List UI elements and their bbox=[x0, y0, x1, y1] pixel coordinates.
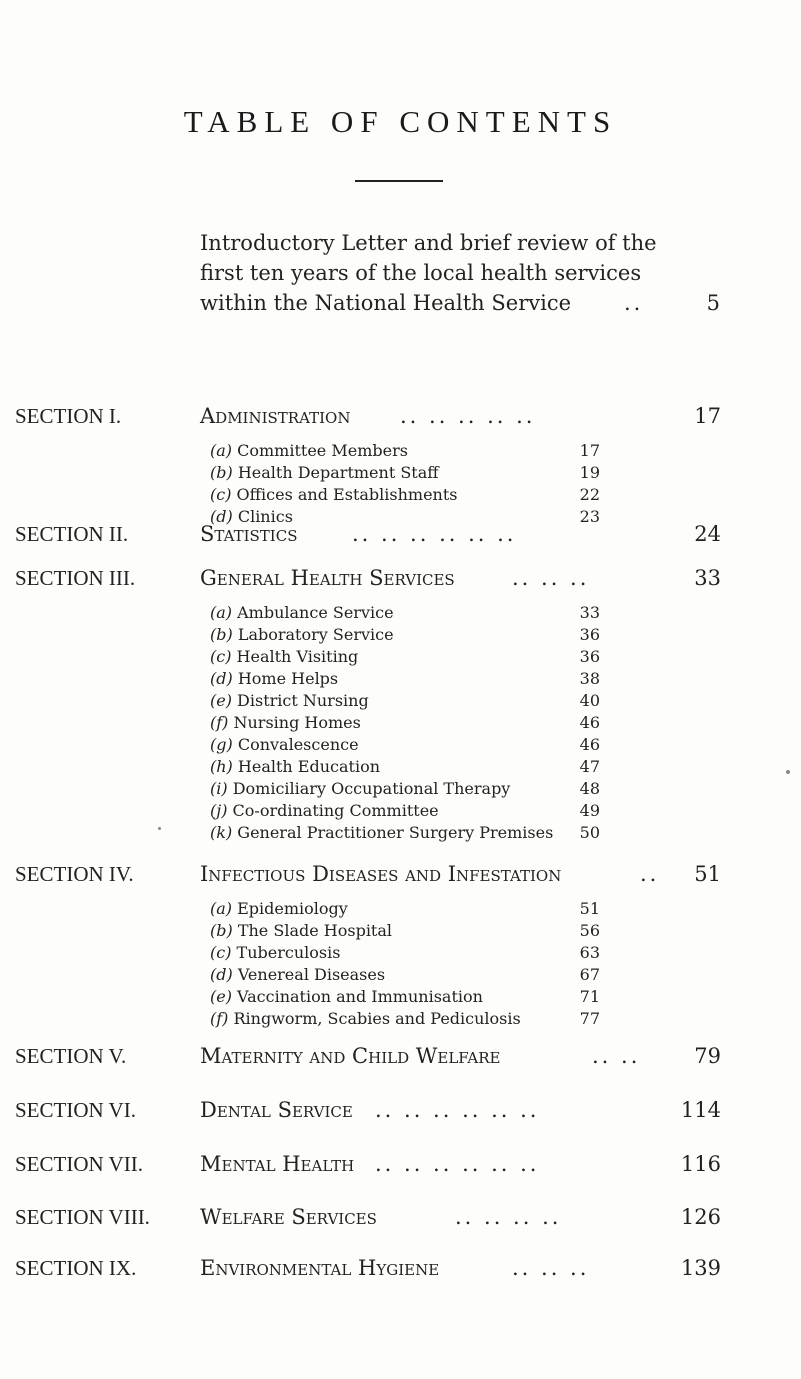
sub-page: 23 bbox=[579, 507, 600, 526]
sub-page: 56 bbox=[579, 921, 600, 940]
section-label: SECTION VII. bbox=[15, 1152, 143, 1176]
section-label: SECTION IV. bbox=[15, 862, 134, 886]
intro-entry[interactable] bbox=[200, 228, 720, 318]
intro-line-3-text: within the National Health Service bbox=[200, 291, 572, 315]
section-page: 116 bbox=[680, 1152, 721, 1176]
sub-letter: (e) bbox=[210, 691, 232, 710]
sub-letter: (i) bbox=[210, 779, 228, 798]
sub-entry[interactable] bbox=[210, 484, 600, 506]
sub-page: 46 bbox=[579, 713, 600, 732]
sub-letter: (a) bbox=[210, 441, 233, 460]
sub-title: Offices and Establishments bbox=[236, 485, 458, 504]
sub-entry[interactable] bbox=[210, 646, 600, 668]
sub-letter: (k) bbox=[210, 823, 233, 842]
sub-title: Health Department Staff bbox=[237, 463, 439, 482]
sub-page: 33 bbox=[579, 603, 600, 622]
sub-title: Ringworm, Scabies and Pediculosis bbox=[233, 1009, 521, 1028]
sub-page: 63 bbox=[579, 943, 600, 962]
leader-dots: .. .. .. bbox=[512, 1256, 590, 1280]
sub-page: 49 bbox=[579, 801, 600, 820]
section-title: Welfare Services bbox=[200, 1205, 377, 1229]
title-rule bbox=[355, 180, 443, 182]
sub-entry[interactable] bbox=[210, 898, 600, 920]
section-page: 17 bbox=[694, 404, 721, 428]
section-title: Statistics bbox=[200, 522, 298, 546]
sub-letter: (b) bbox=[210, 921, 233, 940]
sub-letter: (b) bbox=[210, 625, 233, 644]
section-label: SECTION VI. bbox=[15, 1098, 136, 1122]
sub-page: 47 bbox=[579, 757, 600, 776]
sub-letter: (d) bbox=[210, 507, 233, 526]
sub-entry[interactable] bbox=[210, 734, 600, 756]
sub-title: Health Visiting bbox=[236, 647, 359, 666]
sub-title: Health Education bbox=[237, 757, 380, 776]
sub-entry[interactable] bbox=[210, 1008, 600, 1030]
sub-page: 40 bbox=[579, 691, 600, 710]
leader-dots: .. bbox=[640, 862, 660, 886]
leader-dots: .. .. bbox=[592, 1044, 641, 1068]
sub-entry[interactable] bbox=[210, 690, 600, 712]
section-title: Environmental Hygiene bbox=[200, 1256, 440, 1280]
section-title: Infectious Diseases and Infestation bbox=[200, 862, 562, 886]
sub-letter: (j) bbox=[210, 801, 228, 820]
section-page: 126 bbox=[680, 1205, 721, 1229]
sub-entry[interactable] bbox=[210, 800, 600, 822]
section-label: SECTION IX. bbox=[15, 1256, 137, 1280]
sub-page: 67 bbox=[579, 965, 600, 984]
section-label: SECTION VIII. bbox=[15, 1205, 150, 1229]
sub-page: 71 bbox=[579, 987, 600, 1006]
sub-entry[interactable] bbox=[210, 778, 600, 800]
sub-title: Tuberculosis bbox=[236, 943, 341, 962]
sub-title: District Nursing bbox=[237, 691, 369, 710]
sub-entry[interactable] bbox=[210, 462, 600, 484]
leader-dots: .. .. .. .. .. .. bbox=[375, 1152, 540, 1176]
leader-dots: .. .. .. .. .. .. bbox=[375, 1098, 540, 1122]
sub-letter: (a) bbox=[210, 603, 233, 622]
sub-page: 50 bbox=[579, 823, 600, 842]
section-title: Administration bbox=[200, 404, 351, 428]
sub-page: 38 bbox=[579, 669, 600, 688]
sub-entry[interactable] bbox=[210, 668, 600, 690]
section-page: 139 bbox=[680, 1256, 721, 1280]
sub-title: Clinics bbox=[237, 507, 293, 526]
sub-title: Home Helps bbox=[237, 669, 339, 688]
section-title: General Health Services bbox=[200, 566, 455, 590]
sub-page: 51 bbox=[579, 899, 600, 918]
section-label: SECTION V. bbox=[15, 1044, 127, 1068]
sub-entry[interactable] bbox=[210, 756, 600, 778]
sub-letter: (c) bbox=[210, 943, 232, 962]
sub-entry[interactable] bbox=[210, 942, 600, 964]
section-page: 114 bbox=[680, 1098, 721, 1122]
sub-title: Epidemiology bbox=[237, 899, 348, 918]
sub-page: 17 bbox=[579, 441, 600, 460]
sub-title: Ambulance Service bbox=[237, 603, 394, 622]
sub-letter: (c) bbox=[210, 485, 232, 504]
sub-entry[interactable] bbox=[210, 964, 600, 986]
section-page: 24 bbox=[694, 522, 721, 546]
sub-page: 77 bbox=[579, 1009, 600, 1028]
sub-title: The Slade Hospital bbox=[237, 921, 393, 940]
section-title: Maternity and Child Welfare bbox=[200, 1044, 501, 1068]
sub-letter: (d) bbox=[210, 965, 233, 984]
sub-letter: (c) bbox=[210, 647, 232, 666]
leader-dots: .. .. .. .. .. .. bbox=[352, 522, 517, 546]
sub-entry[interactable] bbox=[210, 440, 600, 462]
intro-line-3 bbox=[200, 288, 720, 318]
section-label: SECTION I. bbox=[15, 404, 122, 428]
scan-speck bbox=[786, 770, 790, 774]
intro-line-2: first ten years of the local health services bbox=[200, 261, 642, 285]
sub-title: Laboratory Service bbox=[237, 625, 394, 644]
sub-entry[interactable] bbox=[210, 920, 600, 942]
sub-entry[interactable] bbox=[210, 822, 600, 844]
intro-line-1: Introductory Letter and brief review of the bbox=[200, 231, 657, 255]
sub-title: General Practitioner Surgery Premises bbox=[237, 823, 554, 842]
sub-title: Nursing Homes bbox=[233, 713, 361, 732]
sub-title: Domiciliary Occupational Therapy bbox=[232, 779, 511, 798]
leader-dots: .. .. .. bbox=[512, 566, 590, 590]
section-label: SECTION III. bbox=[15, 566, 136, 590]
sub-letter: (a) bbox=[210, 899, 233, 918]
section-label: SECTION II. bbox=[15, 522, 129, 546]
leader-dots: .. .. .. .. .. bbox=[400, 404, 536, 428]
sub-title: Co-ordinating Committee bbox=[232, 801, 439, 820]
scan-speck bbox=[158, 827, 161, 830]
sub-letter: (h) bbox=[210, 757, 233, 776]
sub-letter: (g) bbox=[210, 735, 233, 754]
sub-page: 22 bbox=[579, 485, 600, 504]
sub-title: Committee Members bbox=[237, 441, 408, 460]
sub-page: 46 bbox=[579, 735, 600, 754]
sub-entry[interactable] bbox=[210, 712, 600, 734]
sub-page: 36 bbox=[579, 625, 600, 644]
sub-page: 48 bbox=[579, 779, 600, 798]
section-page: 51 bbox=[694, 862, 721, 886]
sub-page: 36 bbox=[579, 647, 600, 666]
section-page: 33 bbox=[694, 566, 721, 590]
sub-letter: (f) bbox=[210, 1009, 229, 1028]
sub-letter: (e) bbox=[210, 987, 232, 1006]
leader-dots: .. .. .. .. bbox=[455, 1205, 562, 1229]
sub-letter: (d) bbox=[210, 669, 233, 688]
sub-entry[interactable] bbox=[210, 986, 600, 1008]
sub-entry[interactable] bbox=[210, 624, 600, 646]
sub-letter: (f) bbox=[210, 713, 229, 732]
section-page: 79 bbox=[694, 1044, 721, 1068]
section-title: Dental Service bbox=[200, 1098, 353, 1122]
section-title: Mental Health bbox=[200, 1152, 355, 1176]
sub-title: Vaccination and Immunisation bbox=[237, 987, 483, 1006]
page-title: TABLE OF CONTENTS bbox=[183, 104, 618, 139]
intro-leader-dots: .. bbox=[624, 291, 644, 315]
sub-letter: (b) bbox=[210, 463, 233, 482]
sub-title: Convalescence bbox=[237, 735, 359, 754]
intro-page-number: 5 bbox=[706, 291, 720, 315]
sub-title: Venereal Diseases bbox=[237, 965, 386, 984]
sub-entry[interactable] bbox=[210, 602, 600, 624]
sub-page: 19 bbox=[579, 463, 600, 482]
